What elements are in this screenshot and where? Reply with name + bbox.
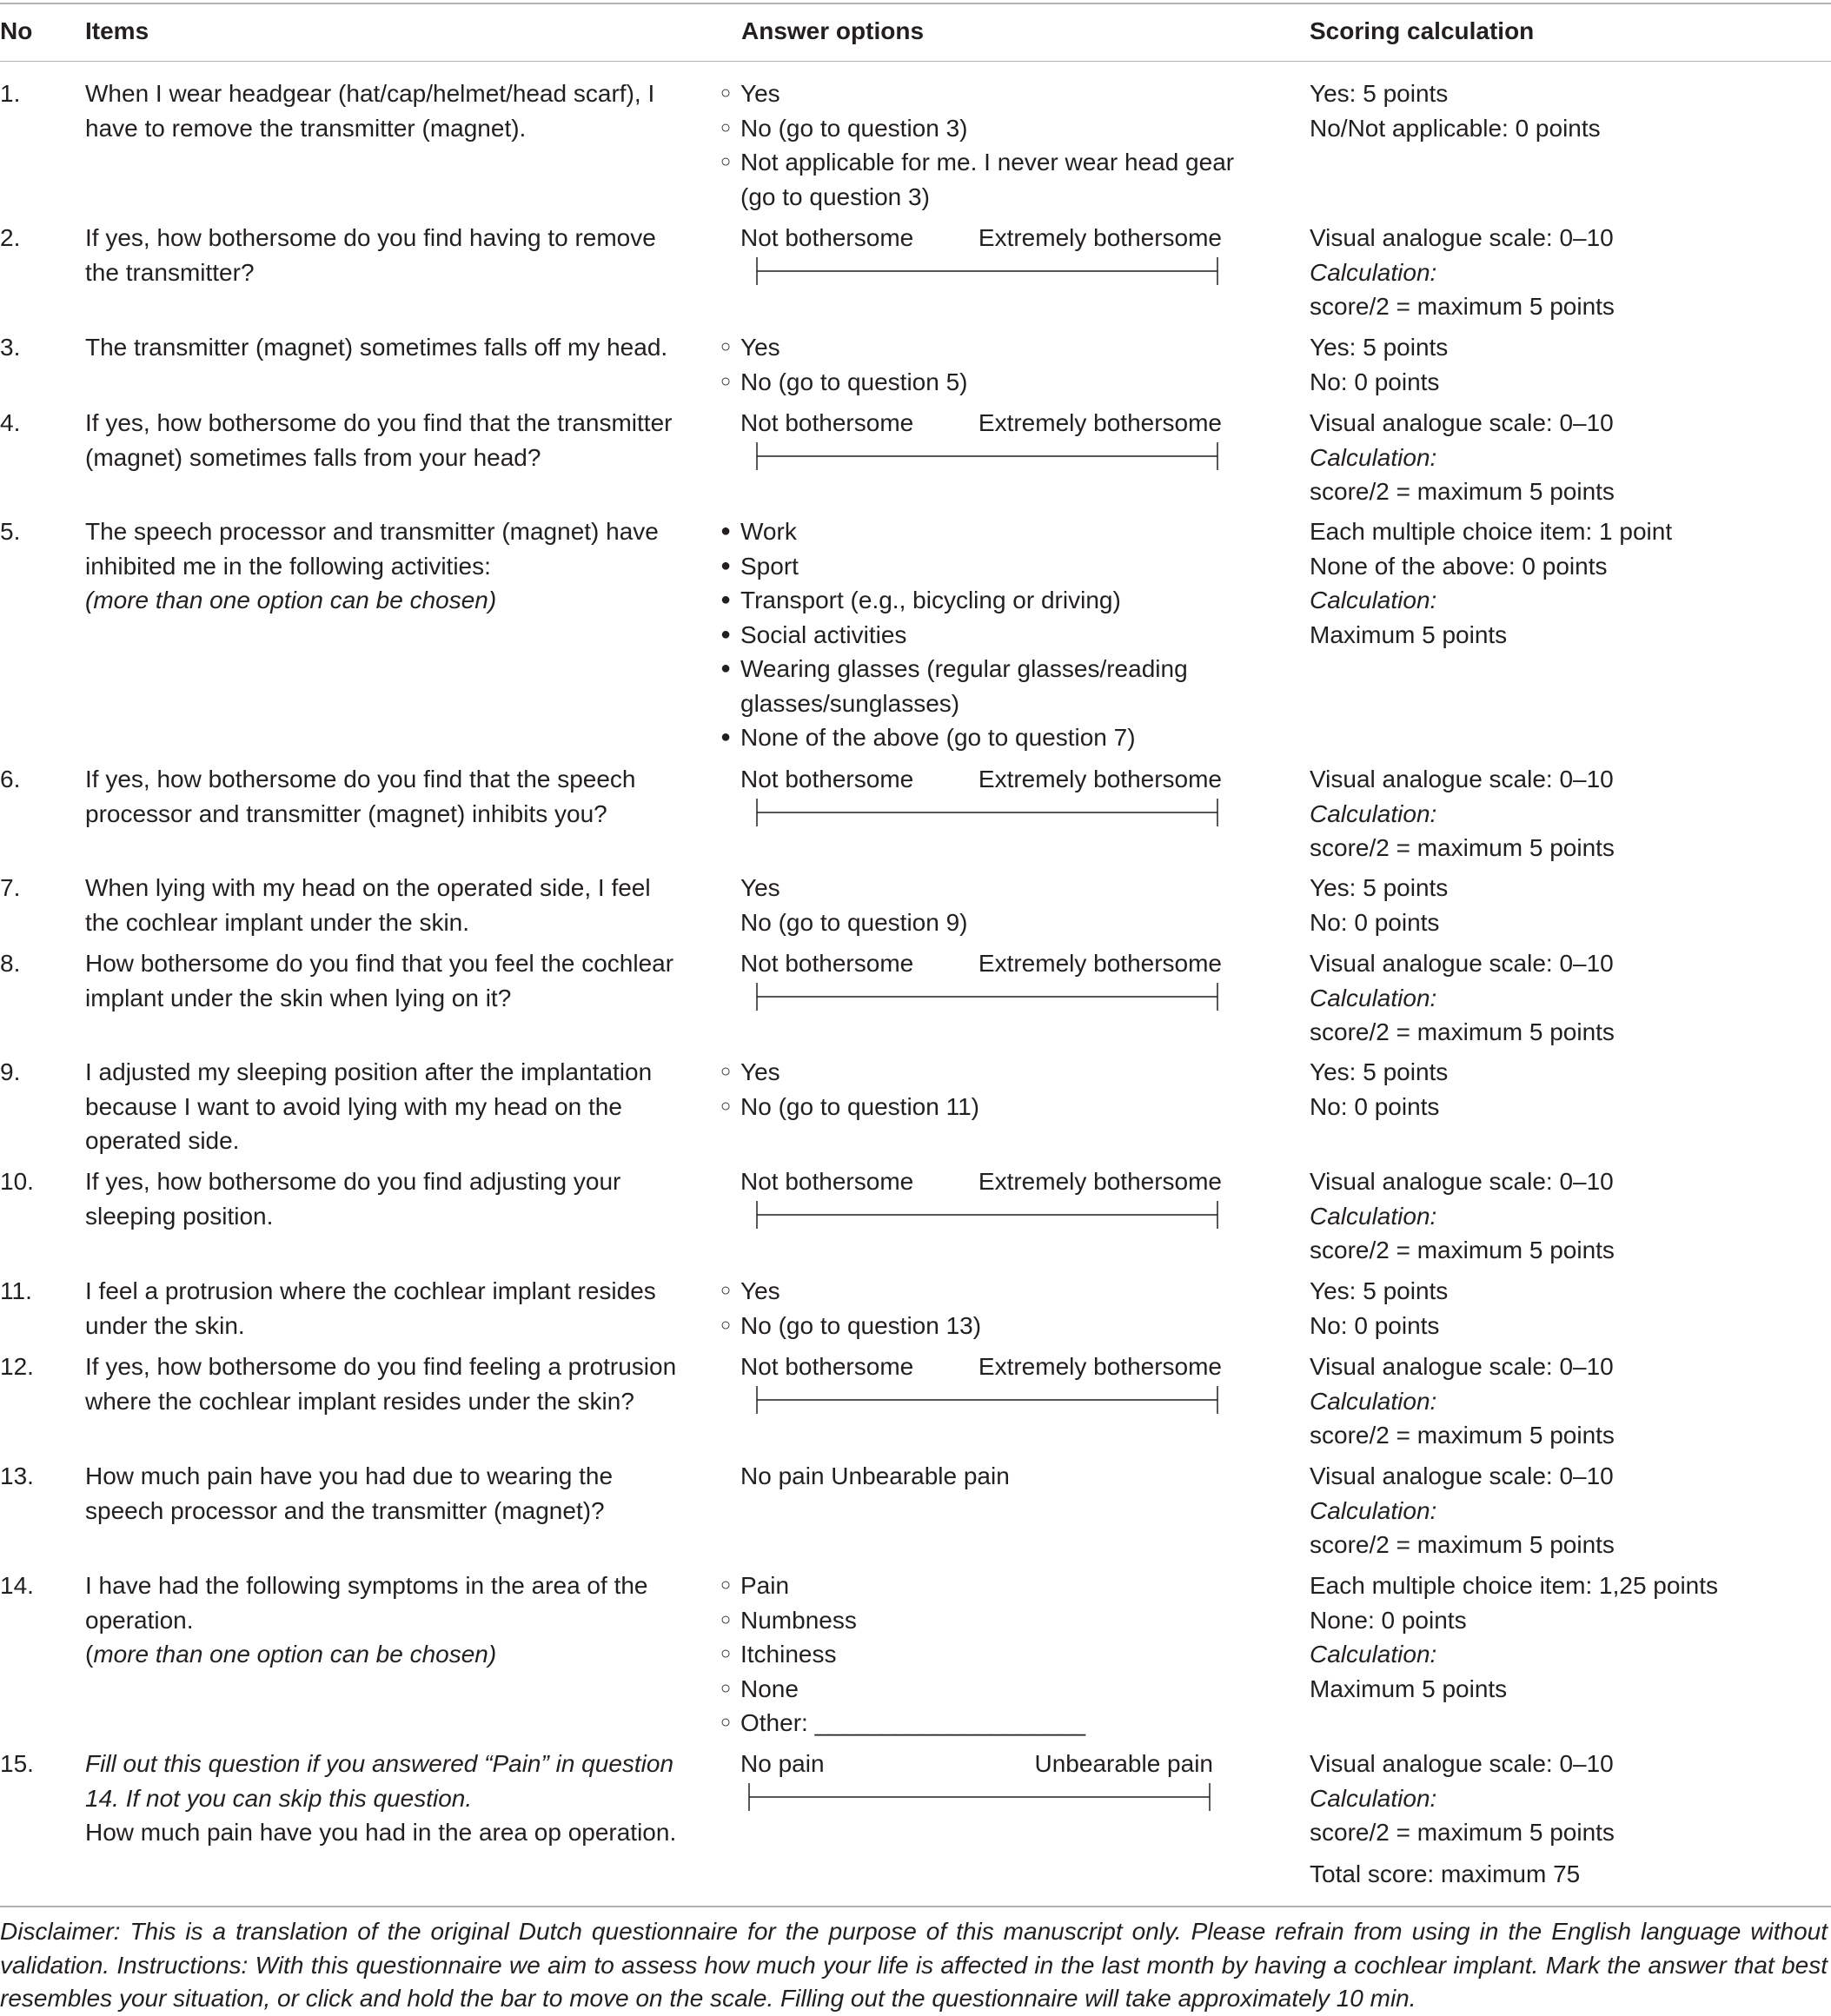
header-rule — [0, 61, 1831, 62]
radio-circle-icon: ○ — [720, 337, 732, 356]
checkbox-option[interactable]: ○ Itchiness — [718, 1637, 1274, 1672]
item-text: If yes, how bothersome do you find having to remove the transmitter? — [85, 224, 656, 286]
radio-option[interactable]: ○ No (go to question 5) — [718, 365, 1274, 400]
radio-option[interactable]: ○ No (go to question 13) — [718, 1309, 1274, 1343]
item-text: How bothersome do you find that you feel the cochlear implant under the skin when lying on it? — [85, 950, 674, 1011]
answer-option[interactable]: No (go to question 9) — [740, 908, 968, 936]
row-number: 3. — [0, 334, 21, 361]
radio-circle-icon: ○ — [720, 371, 732, 391]
vas-pain-labels: No pain Unbearable pain — [740, 1462, 1010, 1489]
radio-circle-icon: ○ — [720, 1281, 732, 1300]
radio-circle-icon: ○ — [720, 117, 732, 137]
answer-options — [718, 514, 1274, 755]
item-text: I have had the following symptoms in the area of the operation. (more than one option can be chosen) — [85, 1572, 648, 1668]
vas-left-label: Not bothersome — [740, 950, 914, 977]
header-items: Items — [85, 17, 149, 44]
checkbox-option[interactable]: ○ Numbness — [718, 1603, 1274, 1638]
item-text: If yes, how bothersome do you find feeling a protrusion where the cochlear implant resides under the skin? — [85, 1353, 677, 1415]
answer-options — [718, 330, 1274, 399]
option-continuation: glasses/sunglasses) — [740, 689, 960, 717]
item-text — [85, 76, 711, 145]
bullet-icon: ● — [720, 521, 732, 540]
scoring-text: Each multiple choice item: 1 point None of the above: 0 points Calculation: Maximum 5 points — [1310, 518, 1673, 648]
vas-left-label: Not bothersome — [740, 1168, 914, 1195]
scoring-text: Visual analogue scale: 0–10 Calculation: score/2 = maximum 5 points — [1310, 1353, 1615, 1449]
item-text: If yes, how bothersome do you find adjusting your sleeping position. — [85, 1168, 621, 1230]
item-text: If yes, how bothersome do you find that the transmitter (magnet) sometimes falls from your head? — [85, 409, 673, 471]
row-number: 11. — [0, 1277, 32, 1304]
total-score: Total score: maximum 75 — [1310, 1860, 1581, 1887]
vas-slider-bar[interactable] — [718, 1164, 1222, 1251]
radio-circle-icon: ○ — [720, 1644, 732, 1663]
radio-circle-icon: ○ — [720, 1609, 732, 1629]
bullet-icon: ● — [720, 624, 732, 644]
row-number: 1. — [0, 80, 21, 107]
row-number: 13. — [0, 1462, 34, 1489]
vas-right-label: Extremely bothersome — [978, 766, 1222, 792]
disclaimer-footnote: Disclaimer: This is a translation of the original Dutch questionnaire for the purpose of this manuscript only. Please refrain from using in the English language without validation. Instructions: With this questionnaire we aim to assess how much your life is affected in the last month by having a cochlear implant. Mark the answer that best resembles your situation, or click and hold the bar to move on the scale. Filling out the questionnaire will take approximately 10 min. — [0, 1918, 1828, 2012]
checkbox-option[interactable]: ○ Pain — [718, 1568, 1274, 1603]
radio-option[interactable]: ○ No (go to question 3) — [718, 111, 1274, 146]
visual-analogue-scale — [718, 1164, 1274, 1251]
bottom-rule — [0, 1906, 1831, 1907]
scoring-text: Visual analogue scale: 0–10 Calculation: score/2 = maximum 5 points Total score: maximum 75 — [1310, 1747, 1831, 1891]
scoring-text: Yes: 5 points No: 0 points — [1310, 334, 1449, 395]
row-number: 2. — [0, 224, 21, 251]
scoring-text: Yes: 5 points No: 0 points — [1310, 1277, 1449, 1339]
item-text: If yes, how bothersome do you find that the speech processor and transmitter (magnet) inhibits you? — [85, 766, 636, 827]
vas-right-label: Extremely bothersome — [978, 1353, 1222, 1380]
row-number: 4. — [0, 409, 21, 436]
scoring-text: Yes: 5 points No/Not applicable: 0 points — [1310, 80, 1601, 142]
radio-option[interactable]: ○ Yes — [718, 1055, 1274, 1090]
item-text: The speech processor and transmitter (magnet) have inhibited me in the following activities: (more than one option can be chosen) — [85, 518, 659, 613]
vas-left-label: Not bothersome — [740, 766, 914, 792]
bullet-icon: ● — [720, 590, 732, 609]
vas-left-label: Not bothersome — [740, 409, 914, 436]
option-continuation: (go to question 3) — [740, 182, 930, 210]
radio-circle-icon: ○ — [720, 83, 732, 103]
answer-options — [718, 76, 1274, 214]
vas-slider-bar[interactable] — [718, 1747, 1231, 1834]
scoring-text: Visual analogue scale: 0–10 Calculation: score/2 = maximum 5 points — [1310, 1168, 1615, 1263]
row-number: 5. — [0, 518, 21, 545]
vas-slider-bar[interactable] — [718, 1350, 1222, 1436]
vas-slider-bar[interactable] — [718, 946, 1222, 1033]
visual-analogue-scale — [718, 221, 1274, 308]
row-number: 8. — [0, 950, 21, 977]
radio-option[interactable]: ○ Not applicable for me. I never wear head gear — [718, 145, 1274, 180]
radio-option[interactable]: ○ No (go to question 11) — [718, 1090, 1274, 1124]
vas-slider-bar[interactable] — [718, 221, 1222, 308]
row-number: 7. — [0, 874, 21, 901]
radio-circle-icon: ○ — [720, 1062, 732, 1081]
checkbox-option[interactable]: ● Transport (e.g., bicycling or driving) — [718, 583, 1274, 618]
vas-right-label: Unbearable pain — [1034, 1750, 1213, 1777]
visual-analogue-scale — [718, 406, 1274, 493]
item-text: I adjusted my sleeping position after the implantation because I want to avoid lying with my head on the operated side. — [85, 1058, 653, 1154]
checkbox-option[interactable]: ● Social activities — [718, 618, 1274, 653]
item-text: The transmitter (magnet) sometimes falls off my head. — [85, 334, 668, 361]
item-line: have to remove the transmitter (magnet). — [85, 114, 527, 142]
row-number: 14. — [0, 1572, 34, 1599]
item-line: When I wear headgear (hat/cap/helmet/head scarf), I — [85, 80, 655, 107]
checkbox-option[interactable]: ● Work — [718, 514, 1274, 549]
checkbox-option[interactable]: ● None of the above (go to question 7) — [718, 720, 1274, 755]
item-text: Fill out this question if you answered “Pain” in question 14. If not you can skip this question. How much pain have you had in the area op operation. — [85, 1750, 677, 1846]
answer-options — [718, 1568, 1274, 1741]
radio-circle-icon: ○ — [720, 1315, 732, 1335]
scoring-text: Yes: 5 points No: 0 points — [1310, 874, 1449, 936]
vas-left-label: No pain — [740, 1750, 825, 1777]
radio-option[interactable]: ○ Yes — [718, 330, 1274, 365]
scoring-text: Visual analogue scale: 0–10 Calculation: score/2 = maximum 5 points — [1310, 766, 1615, 861]
vas-right-label: Extremely bothersome — [978, 224, 1222, 251]
scoring-text: Each multiple choice item: 1,25 points None: 0 points Calculation: Maximum 5 points — [1310, 1572, 1719, 1702]
scoring-text: Visual analogue scale: 0–10 Calculation: score/2 = maximum 5 points — [1310, 224, 1615, 320]
checkbox-option[interactable]: ○ None — [718, 1672, 1274, 1707]
checkbox-option[interactable]: ● Sport — [718, 549, 1274, 584]
row-number: 6. — [0, 766, 21, 792]
header-scoring-calculation: Scoring calculation — [1310, 17, 1535, 44]
radio-circle-icon: ○ — [720, 152, 732, 171]
vas-right-label: Extremely bothersome — [978, 950, 1222, 977]
answer-option[interactable]: Yes — [740, 874, 780, 901]
bullet-icon: ● — [720, 727, 732, 746]
vas-left-label: Not bothersome — [740, 1353, 914, 1380]
item-text: How much pain have you had due to wearing the speech processor and the transmitter (magnet)? — [85, 1462, 614, 1524]
row-number: 12. — [0, 1353, 34, 1380]
top-rule — [0, 3, 1831, 4]
bullet-icon: ● — [720, 555, 732, 575]
radio-circle-icon: ○ — [720, 1096, 732, 1116]
row-number: 15. — [0, 1750, 34, 1777]
bullet-icon: ● — [720, 659, 732, 678]
scoring-text: Visual analogue scale: 0–10 Calculation: score/2 = maximum 5 points — [1310, 409, 1615, 505]
answer-options — [718, 1459, 1274, 1494]
item-text: I feel a protrusion where the cochlear implant resides under the skin. — [85, 1277, 656, 1339]
vas-right-label: Extremely bothersome — [978, 409, 1222, 436]
visual-analogue-scale — [718, 1350, 1274, 1436]
answer-options — [718, 1274, 1274, 1343]
radio-circle-icon: ○ — [720, 1575, 732, 1595]
vas-slider-bar[interactable] — [718, 406, 1222, 493]
visual-analogue-scale — [718, 946, 1274, 1033]
header-no: No — [0, 17, 33, 44]
vas-right-label: Extremely bothersome — [978, 1168, 1222, 1195]
vas-slider-bar[interactable] — [718, 762, 1222, 849]
row-number: 10. — [0, 1168, 34, 1195]
checkbox-option-other[interactable]: ○ Other: ____________________ — [718, 1706, 1274, 1741]
answer-options — [718, 871, 1274, 939]
radio-option[interactable]: ○ Yes — [718, 76, 1274, 111]
visual-analogue-scale — [718, 1747, 1274, 1834]
radio-circle-icon: ○ — [720, 1678, 732, 1698]
vas-left-label: Not bothersome — [740, 224, 914, 251]
radio-circle-icon: ○ — [720, 1713, 732, 1732]
scoring-text: Visual analogue scale: 0–10 Calculation: score/2 = maximum 5 points — [1310, 1462, 1615, 1558]
visual-analogue-scale — [718, 762, 1274, 849]
checkbox-option[interactable]: ● Wearing glasses (regular glasses/reading — [718, 652, 1274, 686]
header-answer-options: Answer options — [741, 17, 925, 44]
item-text: When lying with my head on the operated side, I feel the cochlear implant under the skin. — [85, 874, 651, 936]
scoring-text: Visual analogue scale: 0–10 Calculation: score/2 = maximum 5 points — [1310, 950, 1615, 1045]
radio-option[interactable]: ○ Yes — [718, 1274, 1274, 1309]
row-number: 9. — [0, 1058, 21, 1085]
scoring-text: Yes: 5 points No: 0 points — [1310, 1058, 1449, 1120]
answer-options — [718, 1055, 1274, 1124]
